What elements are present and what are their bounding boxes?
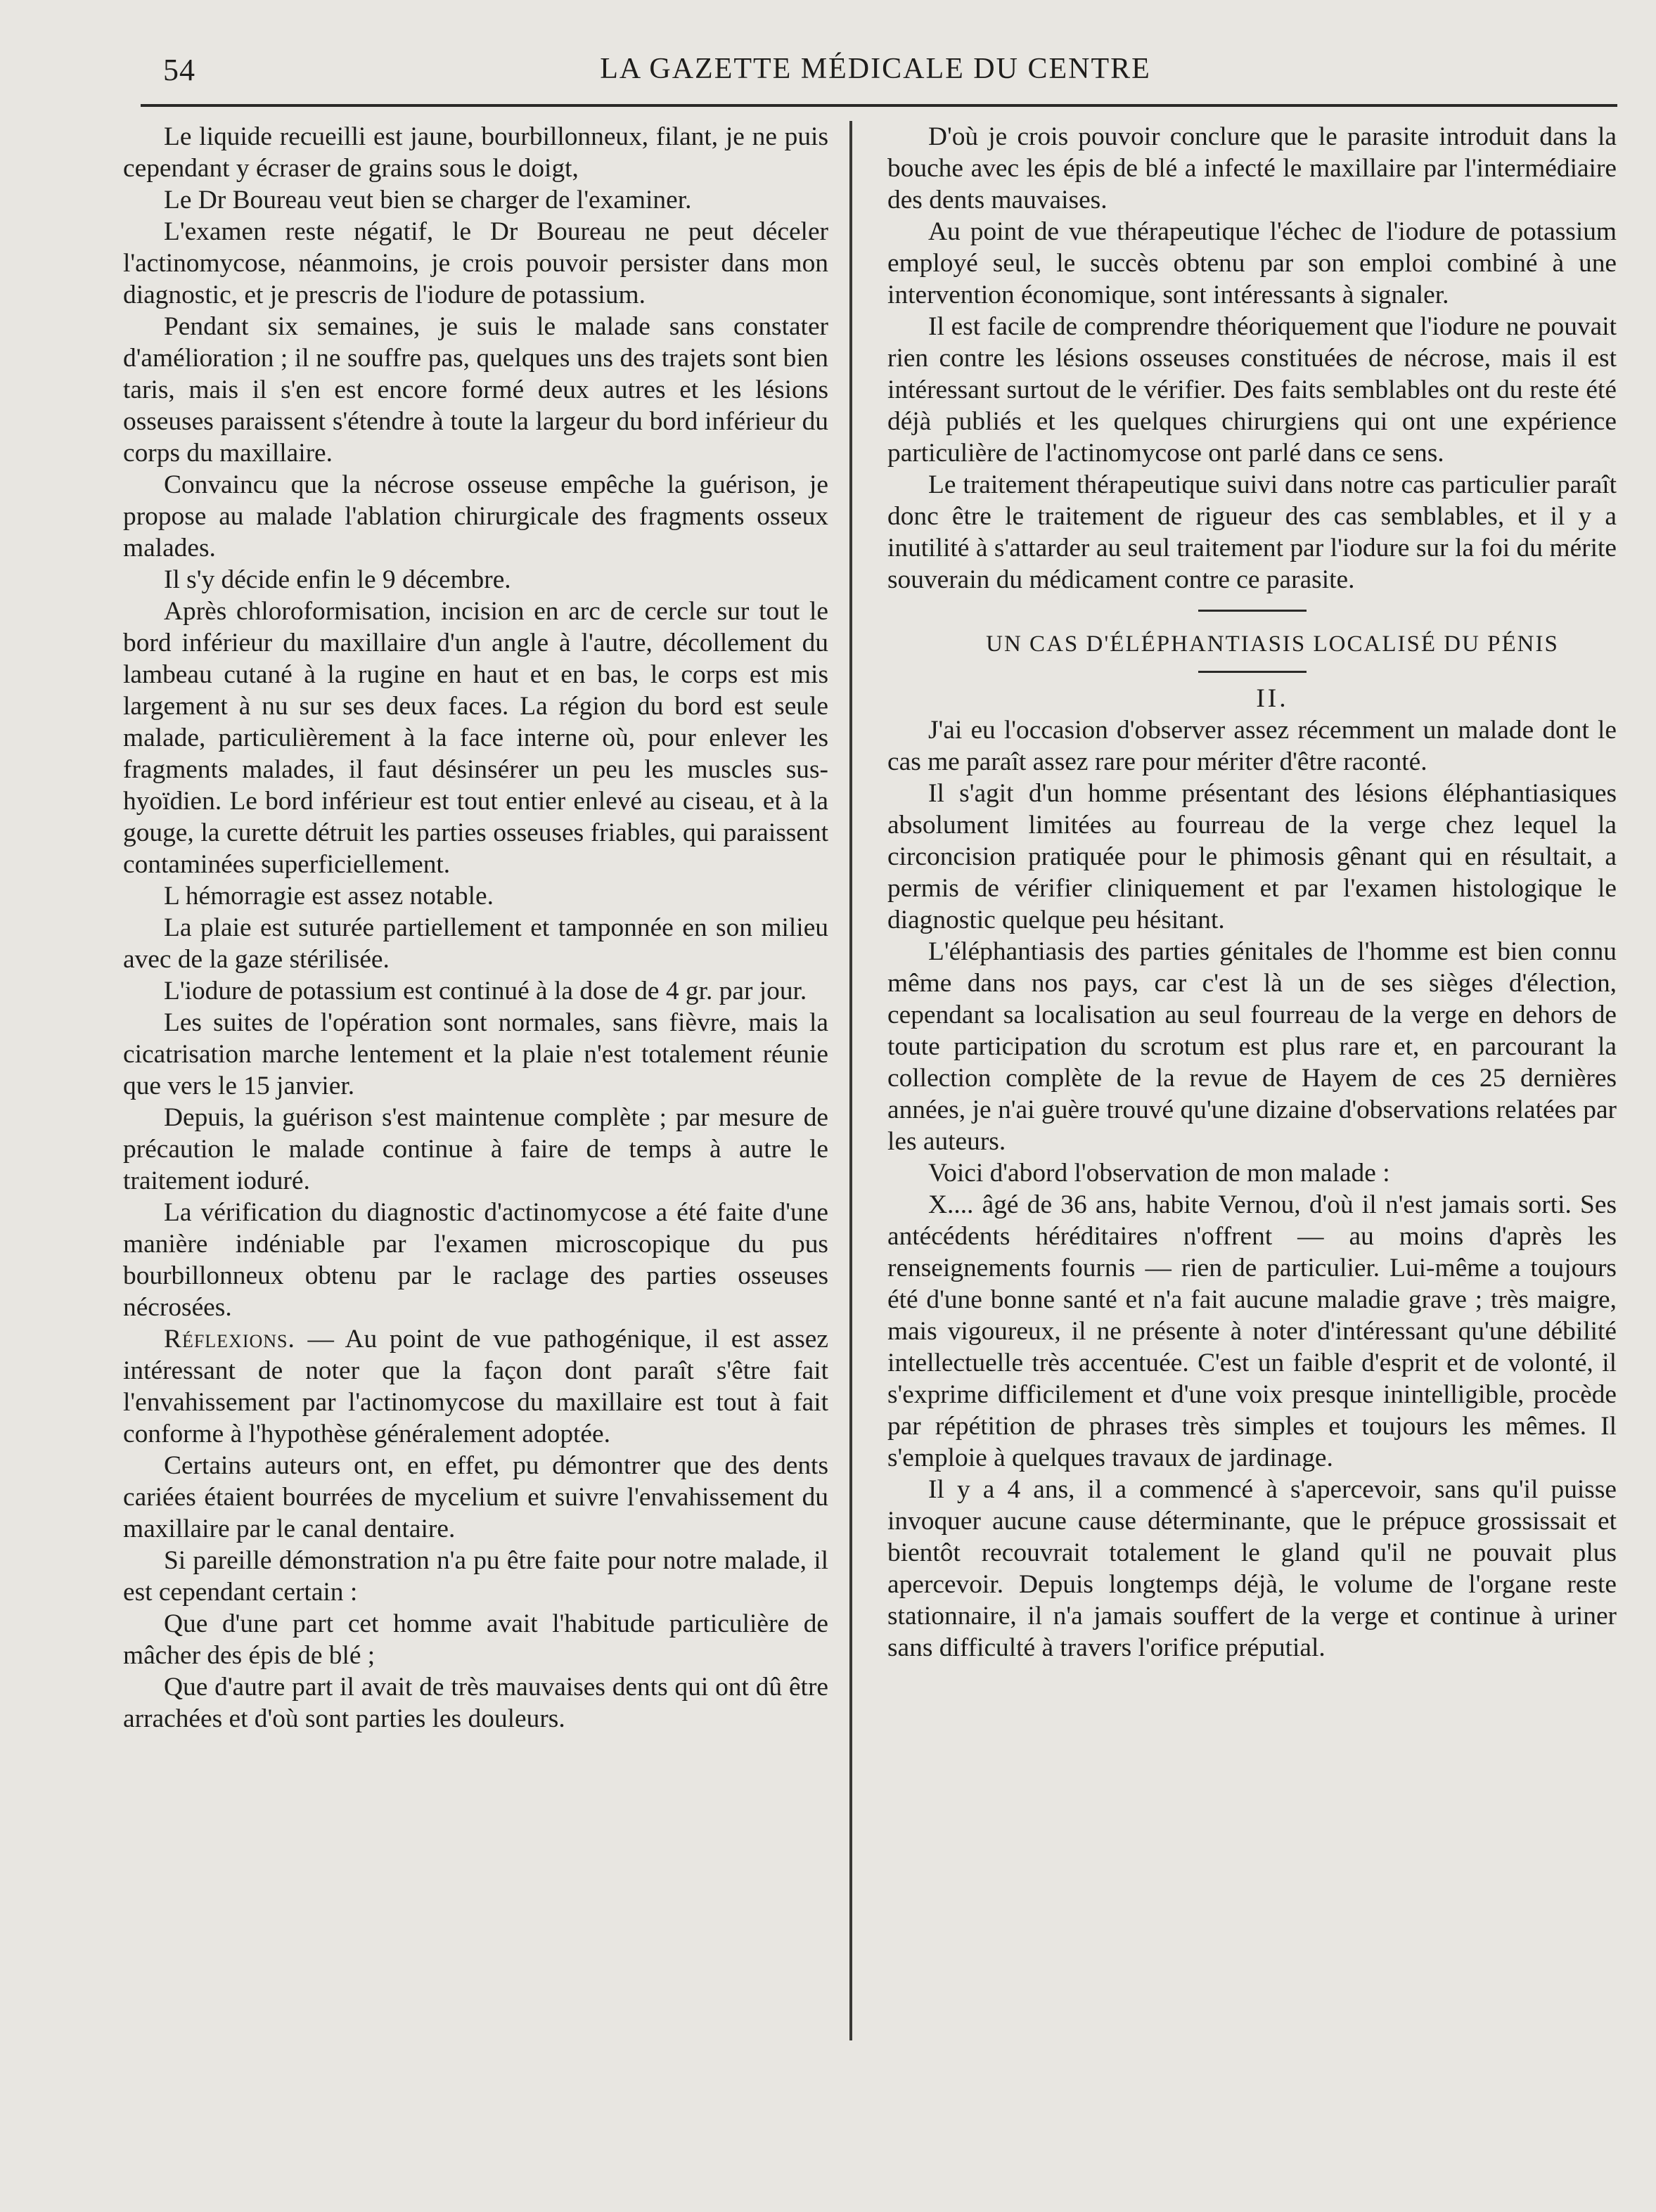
header-rule <box>141 104 1617 107</box>
paragraph: X.... âgé de 36 ans, habite Vernou, d'où il n'est jamais sorti. Ses antécédents héréditaires n'offrent — au moins d'après les renseignements fournis — rien de particulier. Lui-même a toujours été d'une bonne santé et n'a fait aucune maladie grave ; très maigre, mais vigoureux, il ne présente à noter d'intéressant qu'une débilité intellectuelle très accentuée. C'est un faible d'esprit et de volonté, il s'exprime difficilement et d'une voix presque inintelligible, procède par répétition de phrases très simples et toujours les mêmes. Il s'emploie à quelques travaux de jardinage. <box>887 1190 1617 1472</box>
reflexions-label: Réflexions. <box>164 1325 295 1353</box>
paragraph: Le Dr Boureau veut bien se charger de l'examiner. <box>164 186 692 214</box>
paragraph: Depuis, la guérison s'est maintenue complète ; par mesure de précaution le malade continue à faire de temps à autre le traitement ioduré. <box>123 1103 828 1195</box>
paragraph: Le liquide recueilli est jaune, bourbillonneux, filant, je ne puis cependant y écraser de grains sous le doigt, <box>123 122 828 183</box>
paragraph: La plaie est suturée partiellement et tamponnée en son milieu avec de la gaze stérilisée. <box>123 913 828 974</box>
paragraph: Il s'y décide enfin le 9 décembre. <box>164 565 511 594</box>
reflexions-text: — Au point de vue pathogénique, il est assez intéressant de noter que la façon dont paraît s'être fait l'envahissement par l'actinomycose du maxillaire est tout à fait conforme à l'hypothèse généralement adoptée. <box>123 1325 828 1448</box>
paragraph: J'ai eu l'occasion d'observer assez récemment un malade dont le cas me paraît assez rare pour mériter d'être raconté. <box>887 716 1617 776</box>
paragraph: L'examen reste négatif, le Dr Boureau ne peut déceler l'actinomycose, néanmoins, je crois pouvoir persister dans mon diagnostic, et je prescris de l'iodure de potassium. <box>123 217 828 309</box>
paragraph: Que d'une part cet homme avait l'habitude particulière de mâcher des épis de blé ; <box>123 1609 828 1670</box>
paragraph: Il est facile de comprendre théoriquement que l'iodure ne pouvait rien contre les lésions osseuses constituées de nécrose, mais il est intéressant surtout de le vérifier. Des faits semblables ont du reste été déjà publiés et les quelques chirurgiens qui ont une expérience particulière de l'actinomycose ont parlé dans ce sens. <box>887 312 1617 468</box>
section-separator <box>1198 610 1307 612</box>
left-column <box>123 121 828 1735</box>
paragraph: Il s'agit d'un homme présentant des lésions éléphantiasiques absolument limitées au fourreau de la verge chez lequel la circoncision pratiquée pour le phimosis gênant qui en résultait, a permis de vérifier cliniquement et par l'examen histologique le diagnostic quelque peu hésitant. <box>887 779 1617 934</box>
paragraph: La vérification du diagnostic d'actinomycose a été faite d'une manière indéniable par l'examen microscopique du pus bourbillonneux obtenu par le raclage des parties osseuses nécrosées. <box>123 1198 828 1322</box>
paragraph: Après chloroformisation, incision en arc de cercle sur tout le bord inférieur du maxillaire d'un angle à l'autre, décollement du lambeau cutané à la rugine en haut et en bas, le corps est mis largement à nu sur ses deux faces. La région du bord est seule malade, particulièrement à la face interne où, pour enlever les fragments malades, il faut désinsérer un peu les muscles sus-hyoïdien. Le bord inférieur est tout entier enlevé au ciseau, et à la gouge, la curette détruit les parties osseuses friables, qui paraissent contaminées superficiellement. <box>123 597 828 879</box>
paragraph: Voici d'abord l'observation de mon malade : <box>928 1159 1390 1188</box>
paragraph: Le traitement thérapeutique suivi dans notre cas particulier paraît donc être le traitement de rigueur des cas semblables, et il y a inutilité à s'attarder au seul traitement par l'iodure sur la foi du mérite souverain du médicament contre ce parasite. <box>887 470 1617 594</box>
paragraph: Il y a 4 ans, il a commencé à s'apercevoir, sans qu'il puisse invoquer aucune cause déterminante, que le prépuce grossissait et bientôt recouvrait totalement le gland qu'il ne pouvait plus apercevoir. Depuis longtemps déjà, le volume de l'organe reste stationnaire, il n'a jamais souffert de la verge et continue à uriner sans difficulté à travers l'orifice préputial. <box>887 1475 1617 1662</box>
page-header <box>134 37 1617 87</box>
page-number: 54 <box>163 53 195 87</box>
paragraph: Que d'autre part il avait de très mauvaises dents qui ont dû être arrachées et d'où sont parties les douleurs. <box>123 1673 828 1733</box>
article-number: II. <box>1256 684 1289 713</box>
paragraph: Convaincu que la nécrose osseuse empêche la guérison, je propose au malade l'ablation chirurgicale des fragments osseux malades. <box>123 470 828 562</box>
reflexions-paragraph <box>123 1323 828 1450</box>
paragraph: L'éléphantiasis des parties génitales de l'homme est bien connu même dans nos pays, car c'est là un de ses sièges d'élection, cependant sa localisation au seul fourreau de la verge en dehors de toute participation du scrotum est plus rare et, en parcourant la collection complète de la revue de Hayem de ces 25 dernières années, je n'ai guère trouvé qu'une dizaine d'observations relatées par les auteurs. <box>887 937 1617 1156</box>
column-divider <box>849 121 852 2040</box>
paragraph: Certains auteurs ont, en effet, pu démontrer que des dents cariées étaient bourrées de mycelium et suivre l'envahissement du maxillaire par le canal dentaire. <box>123 1451 828 1543</box>
journal-title: LA GAZETTE MÉDICALE DU CENTRE <box>600 53 1151 85</box>
paragraph: Si pareille démonstration n'a pu être faite pour notre malade, il est cependant certain : <box>123 1546 828 1607</box>
paragraph: Au point de vue thérapeutique l'échec de l'iodure de potassium employé seul, le succès obtenu par son emploi combiné à une intervention économique, sont intéressants à signaler. <box>887 217 1617 309</box>
paragraph: Pendant six semaines, je suis le malade sans constater d'amélioration ; il ne souffre pas, quelques uns des trajets sont bien taris, mais il s'en est encore formé deux autres et les lésions osseuses paraissent s'étendre à toute la largeur du bord inférieur du corps du maxillaire. <box>123 312 828 468</box>
title-rule <box>1198 671 1307 673</box>
paragraph: L'iodure de potassium est continué à la dose de 4 gr. par jour. <box>164 977 807 1005</box>
right-column <box>887 121 1617 1664</box>
article-title: UN CAS D'ÉLÉPHANTIASIS LOCALISÉ DU PÉNIS <box>986 631 1559 657</box>
paragraph: Les suites de l'opération sont normales, sans fièvre, mais la cicatrisation marche lentement et la plaie n'est totalement réunie que vers le 15 janvier. <box>123 1008 828 1100</box>
paragraph: L hémorragie est assez notable. <box>164 882 494 911</box>
paragraph: D'où je crois pouvoir conclure que le parasite introduit dans la bouche avec les épis de blé a infecté le maxillaire par l'intermédiaire des dents mauvaises. <box>887 122 1617 214</box>
